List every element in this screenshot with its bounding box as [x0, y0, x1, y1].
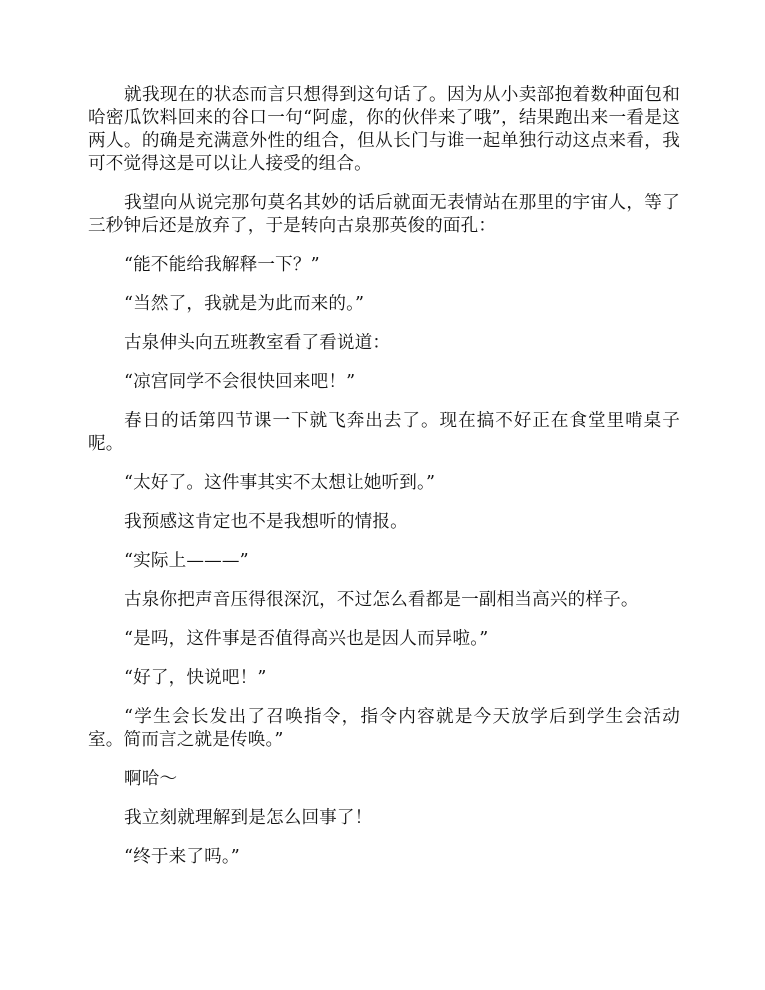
paragraph-3: “能不能给我解释一下？”	[124, 255, 320, 275]
paragraph-14: “学生会长发出了召唤指令，指令内容就是今天放学后到学生会活动室。简而言之就是传唤。”	[88, 707, 680, 750]
paragraph-6: “凉宫同学不会很快回来吧！”	[124, 372, 356, 392]
paragraph-7: 春日的话第四节课一下就飞奔出去了。现在搞不好正在食堂里啃桌子呢。	[88, 411, 680, 454]
paragraph-1: 就我现在的状态而言只想得到这句话了。因为从小卖部抱着数种面包和哈密瓜饮料回来的谷口一句“阿虚，你的伙伴来了哦”，结果跑出来一看是这两人。的确是充满意外性的组合，但从长门与谁一起单独行动这点来看，我可不觉得这是可以让人接受的组合。	[88, 85, 680, 174]
paragraph-13: “好了，快说吧！”	[124, 668, 267, 688]
document-body	[88, 84, 680, 885]
paragraph-15: 啊哈～	[124, 769, 178, 789]
paragraph-4: “当然了，我就是为此而来的。”	[124, 294, 365, 314]
paragraph-16: 我立刻就理解到是怎么回事了！	[124, 808, 373, 828]
paragraph-17: “终于来了吗。”	[124, 847, 240, 867]
paragraph-8: “太好了。这件事其实不太想让她听到。”	[124, 473, 436, 493]
paragraph-5: 古泉伸头向五班教室看了看说道：	[124, 333, 391, 353]
paragraph-9: 我预感这肯定也不是我想听的情报。	[124, 512, 408, 532]
paragraph-11: 古泉你把声音压得很深沉，不过怎么看都是一副相当高兴的样子。	[124, 590, 639, 610]
paragraph-12: “是吗，这件事是否值得高兴也是因人而异啦。”	[124, 629, 489, 649]
paragraph-10: “实际上———”	[124, 551, 249, 571]
paragraph-2: 我望向从说完那句莫名其妙的话后就面无表情站在那里的宇宙人，等了三秒钟后还是放弃了，于是转向古泉那英俊的面孔：	[88, 193, 680, 236]
